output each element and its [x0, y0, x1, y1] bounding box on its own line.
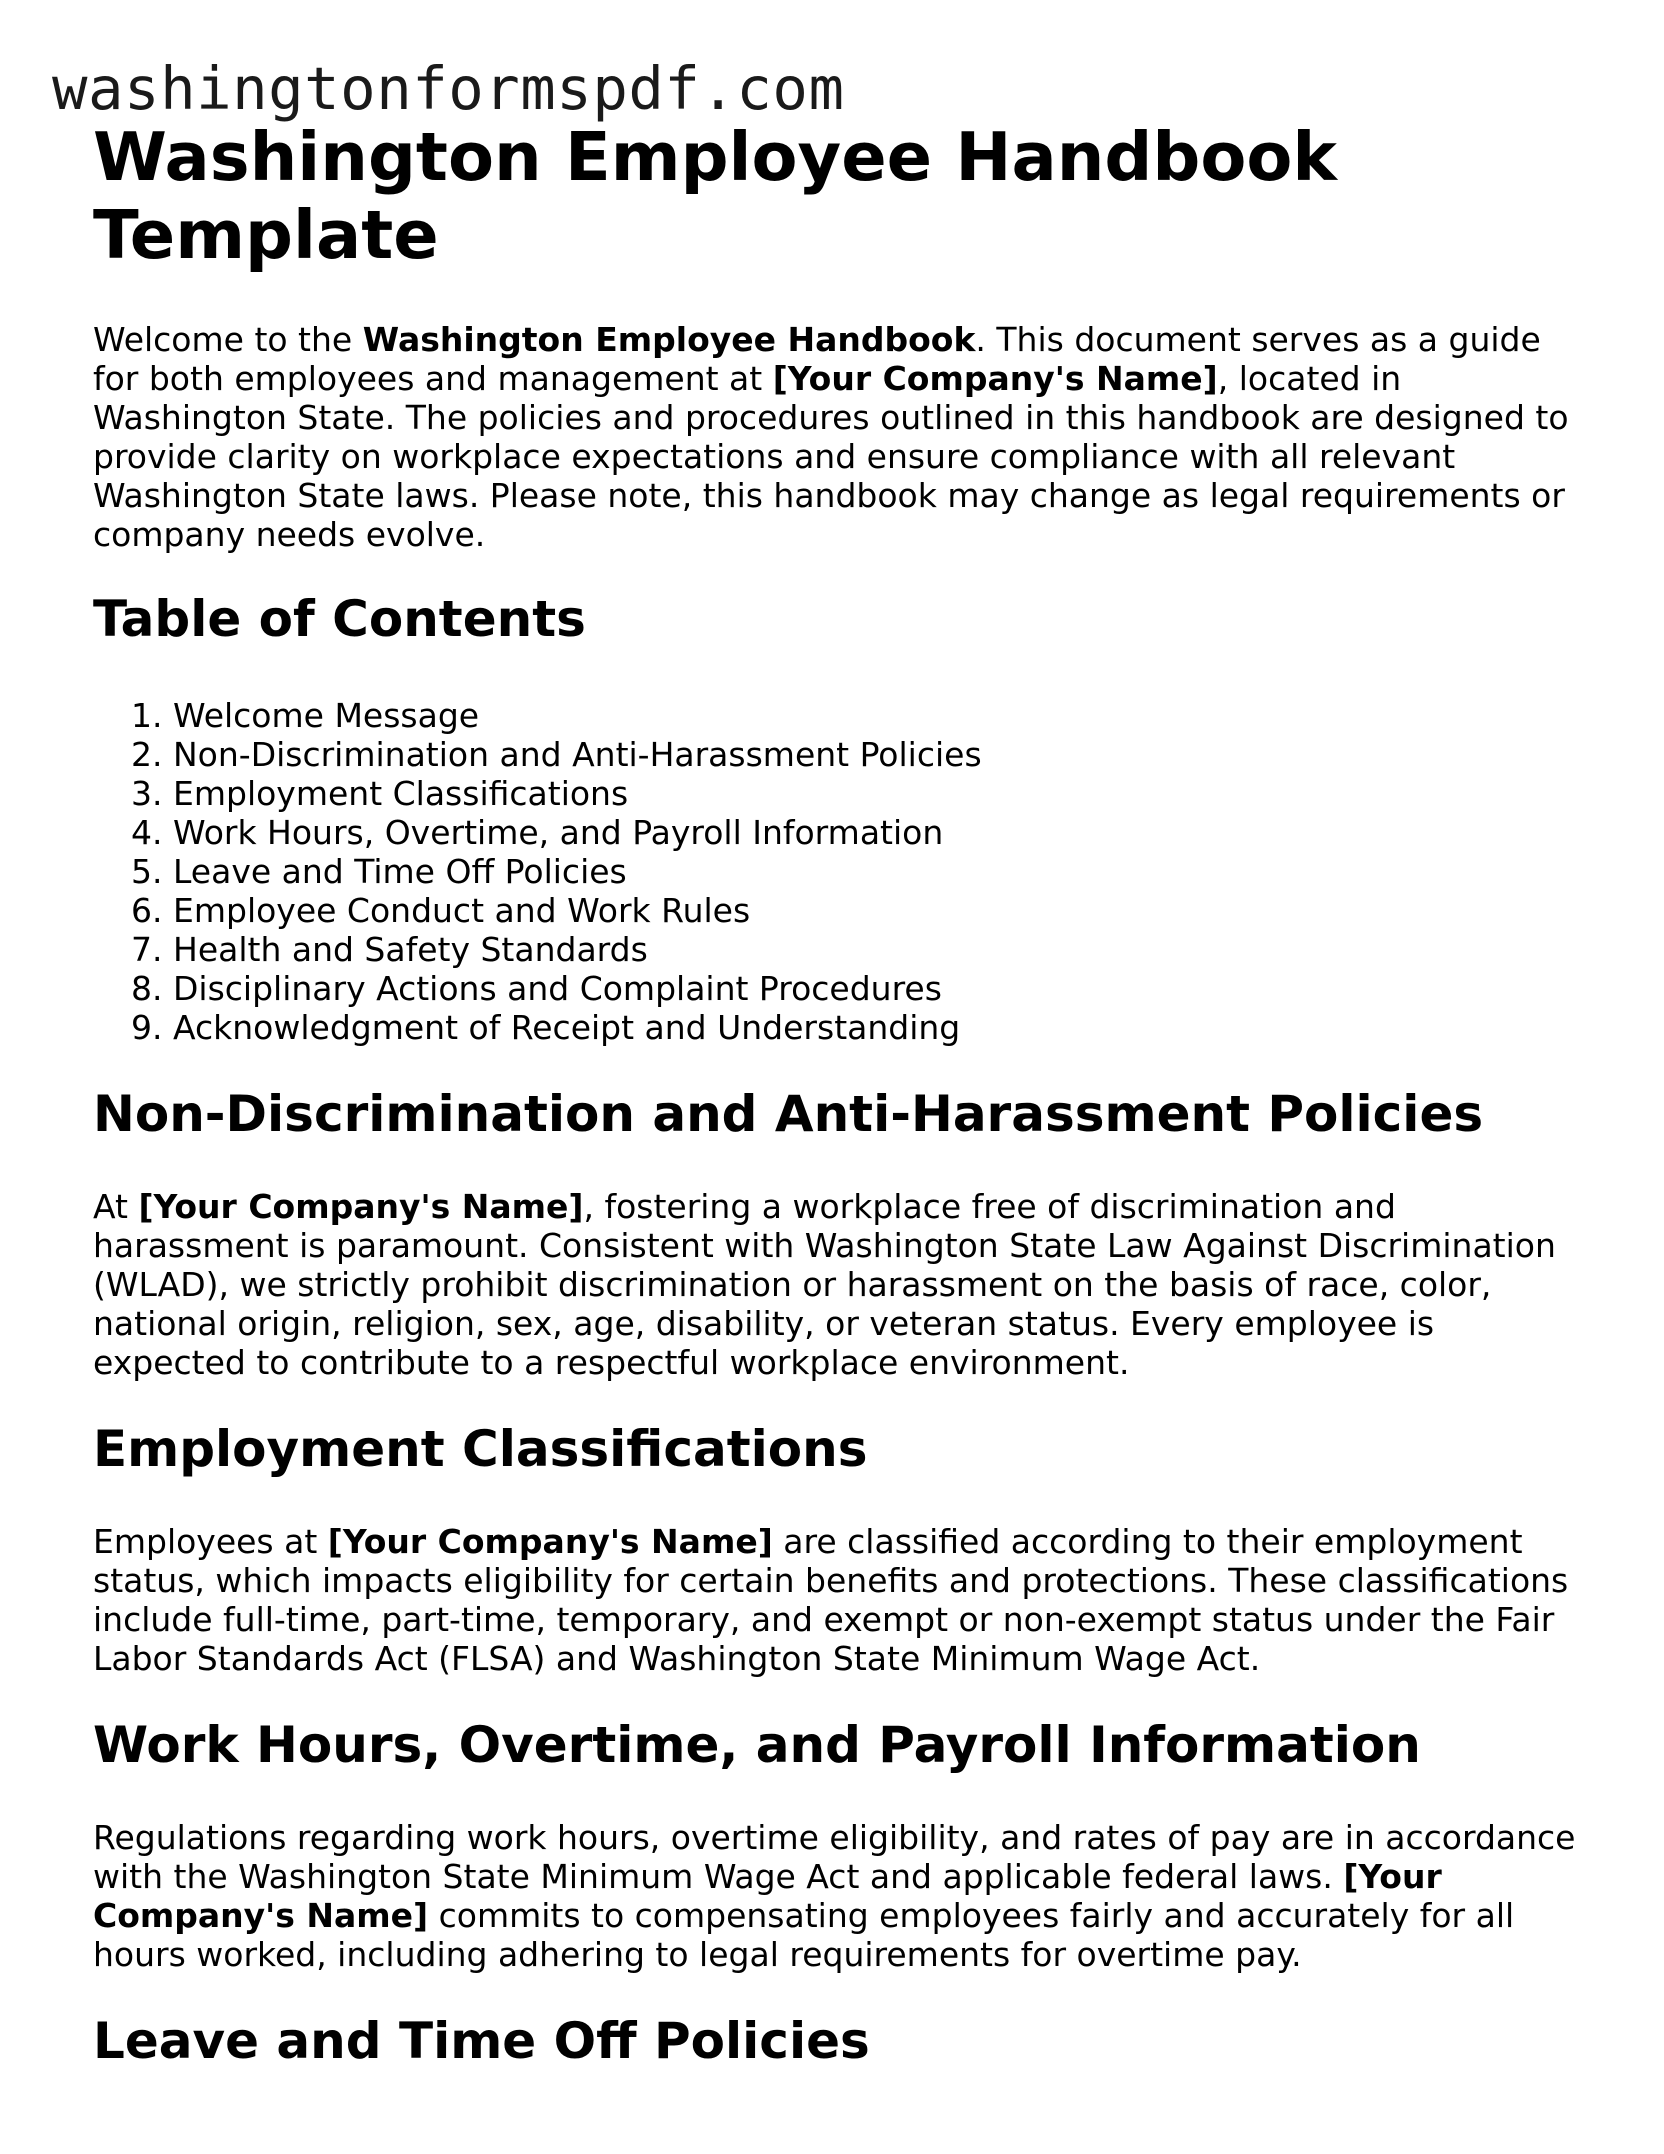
toc-item: 6. Employee Conduct and Work Rules: [173, 891, 1593, 930]
section-heading-workhours: Work Hours, Overtime, and Payroll Information: [93, 1716, 1421, 1774]
document-title: Washington Employee Handbook Template: [93, 118, 1337, 274]
paragraph-text: are classified according to their employment status, which impacts eligibility for certain benefits and protections. These classifications include full-time, part-time, temporary, and exempt or non-exempt status under the Fair Labor Standards Act (FLSA) and Washington State Minimum Wage Act.: [93, 1522, 1569, 1678]
intro-paragraph: [93, 320, 1593, 554]
toc-item: 3. Employment Classifications: [173, 774, 1593, 813]
toc-list: [93, 696, 1593, 1047]
intro-text-3: , located in Washington State. The policies and procedures outlined in this handbook are designed to provide clarity on workplace expectations and ensure compliance with all relevant Washington State laws. Please note, this handbook may change as legal requirements or company needs evolve.: [93, 359, 1569, 554]
toc-item: 9. Acknowledgment of Receipt and Understanding: [173, 1008, 1593, 1047]
toc-item: 8. Disciplinary Actions and Complaint Procedures: [173, 969, 1593, 1008]
paragraph-text: Regulations regarding work hours, overtime eligibility, and rates of pay are in accordance with the Washington State Minimum Wage Act and applicable federal laws.: [93, 1818, 1576, 1896]
section-heading-leave: Leave and Time Off Policies: [93, 2012, 870, 2070]
section-paragraph-workhours: [93, 1818, 1593, 1974]
section-paragraph-nondiscrimination: [93, 1187, 1593, 1382]
section-heading-classifications: Employment Classifications: [93, 1420, 868, 1478]
company-name-placeholder: [Your Company's Name]: [138, 1187, 584, 1226]
paragraph-text: , fostering a workplace free of discrimination and harassment is paramount. Consistent with Washington State Law Against Discrimination (WLAD), we strictly prohibit discrimination or harassment on the basis of race, color, national origin, religion, sex, age, disability, or veteran status. Every employee is expected to contribute to a respectful workplace environment.: [93, 1187, 1556, 1382]
intro-text-1: Welcome to the: [93, 320, 363, 359]
intro-text-2: . This document serves as a guide for both employees and management at: [93, 320, 1541, 398]
intro-bold-company: [Your Company's Name]: [772, 359, 1218, 398]
toc-item: 7. Health and Safety Standards: [173, 930, 1593, 969]
paragraph-text: At: [93, 1187, 139, 1226]
toc-item: 4. Work Hours, Overtime, and Payroll Information: [173, 813, 1593, 852]
toc-item: 5. Leave and Time Off Policies: [173, 852, 1593, 891]
toc-heading: Table of Contents: [93, 590, 586, 648]
paragraph-text: commits to compensating employees fairly and accurately for all hours worked, including adhering to legal requirements for overtime pay.: [93, 1896, 1515, 1974]
watermark-text: washingtonformspdf.com: [52, 54, 845, 123]
toc-item: 2. Non-Discrimination and Anti-Harassment Policies: [173, 735, 1593, 774]
company-name-placeholder: [Your Company's Name]: [327, 1522, 773, 1561]
section-heading-nondiscrimination: Non-Discrimination and Anti-Harassment Policies: [93, 1085, 1484, 1143]
paragraph-text: Employees at: [93, 1522, 328, 1561]
document-page: [93, 118, 1593, 2072]
toc-item: 1. Welcome Message: [173, 696, 1593, 735]
company-name-placeholder: [Your Company's Name]: [93, 1857, 1442, 1935]
section-paragraph-classifications: [93, 1522, 1593, 1678]
intro-bold-handbook: Washington Employee Handbook: [362, 320, 976, 359]
